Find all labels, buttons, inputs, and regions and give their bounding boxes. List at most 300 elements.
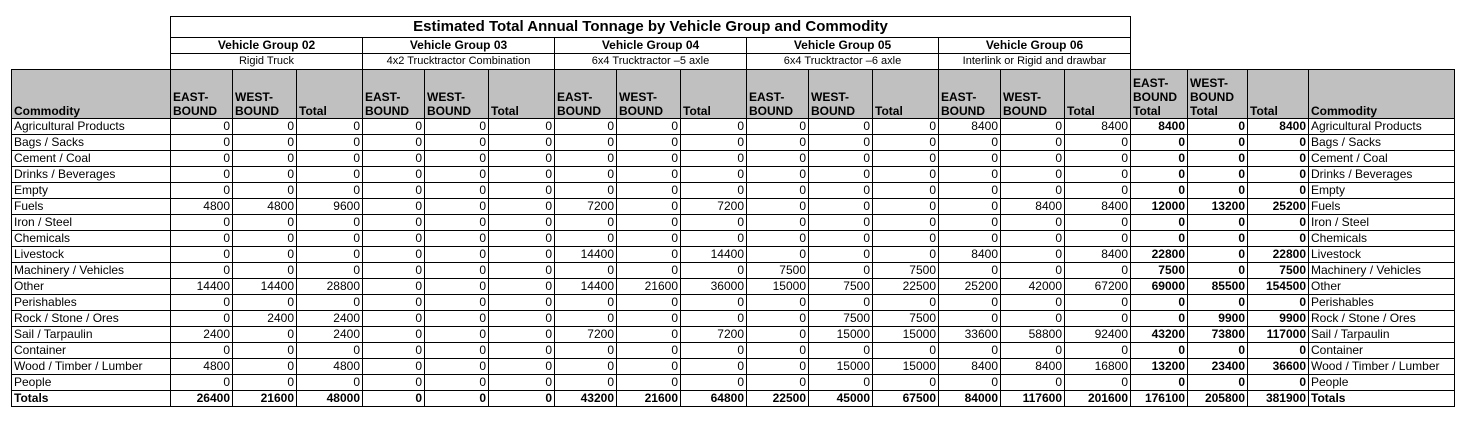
vehicle-group-name: Vehicle Group 02 <box>171 38 363 54</box>
tonnage-value: 0 <box>297 183 363 199</box>
tonnage-value: 43200 <box>555 391 617 407</box>
commodity-name: Bags / Sacks <box>12 135 171 151</box>
commodity-name-right: Other <box>1309 279 1455 295</box>
tonnage-value: 4800 <box>171 199 233 215</box>
eastbound-header: EAST-BOUND <box>939 70 1001 119</box>
tonnage-value: 7500 <box>747 263 809 279</box>
table-row <box>12 279 1455 295</box>
tonnage-value: 7200 <box>555 199 617 215</box>
tonnage-value: 0 <box>297 231 363 247</box>
tonnage-value: 0 <box>1001 343 1065 359</box>
tonnage-value: 8400 <box>1065 119 1131 135</box>
vehicle-group-name: Vehicle Group 05 <box>747 38 939 54</box>
tonnage-value: 22800 <box>1131 247 1188 263</box>
tonnage-value: 0 <box>1001 247 1065 263</box>
tonnage-value: 2400 <box>171 327 233 343</box>
group-total-header: Total <box>297 70 363 119</box>
tonnage-value: 8400 <box>1001 199 1065 215</box>
tonnage-value: 15000 <box>747 279 809 295</box>
table-row <box>12 167 1455 183</box>
tonnage-value: 15000 <box>809 327 873 343</box>
tonnage-value: 0 <box>425 359 489 375</box>
tonnage-value: 0 <box>1131 375 1188 391</box>
commodity-name: Livestock <box>12 247 171 263</box>
tonnage-value: 0 <box>489 167 555 183</box>
group-total-header: Total <box>873 70 939 119</box>
tonnage-value: 0 <box>425 247 489 263</box>
tonnage-value: 0 <box>809 263 873 279</box>
tonnage-value: 0 <box>1131 311 1188 327</box>
tonnage-value: 0 <box>939 263 1001 279</box>
commodity-name: Fuels <box>12 199 171 215</box>
tonnage-value: 0 <box>1001 167 1065 183</box>
vehicle-group-description: Interlink or Rigid and drawbar <box>939 54 1131 70</box>
tonnage-value: 67500 <box>873 391 939 407</box>
tonnage-value: 7500 <box>1248 263 1309 279</box>
tonnage-value: 0 <box>1131 183 1188 199</box>
tonnage-value: 0 <box>489 327 555 343</box>
commodity-name: Chemicals <box>12 231 171 247</box>
tonnage-value: 0 <box>363 327 425 343</box>
tonnage-value: 0 <box>363 135 425 151</box>
commodity-name-right: Bags / Sacks <box>1309 135 1455 151</box>
tonnage-value: 8400 <box>939 247 1001 263</box>
tonnage-value: 0 <box>1001 151 1065 167</box>
tonnage-value: 15000 <box>873 327 939 343</box>
eastbound-total-header: EAST-BOUND Total <box>1131 70 1188 119</box>
tonnage-value: 0 <box>939 135 1001 151</box>
commodity-name: Drinks / Beverages <box>12 167 171 183</box>
commodity-name: Iron / Steel <box>12 215 171 231</box>
tonnage-value: 0 <box>681 183 747 199</box>
tonnage-value: 0 <box>939 199 1001 215</box>
tonnage-value: 0 <box>747 295 809 311</box>
vehicle-group-description: Rigid Truck <box>171 54 363 70</box>
tonnage-value: 0 <box>1065 151 1131 167</box>
tonnage-value: 0 <box>939 375 1001 391</box>
tonnage-value: 0 <box>425 375 489 391</box>
tonnage-value: 0 <box>171 231 233 247</box>
commodity-name-right: Container <box>1309 343 1455 359</box>
tonnage-value: 0 <box>617 343 681 359</box>
tonnage-value: 0 <box>1188 183 1248 199</box>
tonnage-value: 92400 <box>1065 327 1131 343</box>
tonnage-value: 0 <box>363 263 425 279</box>
tonnage-value: 0 <box>1065 343 1131 359</box>
tonnage-value: 0 <box>363 311 425 327</box>
tonnage-value: 0 <box>233 167 297 183</box>
commodity-name-right: People <box>1309 375 1455 391</box>
tonnage-value: 0 <box>1188 295 1248 311</box>
westbound-header: WEST-BOUND <box>1001 70 1065 119</box>
commodity-name-right: Perishables <box>1309 295 1455 311</box>
westbound-header: WEST-BOUND <box>617 70 681 119</box>
tonnage-value: 0 <box>939 343 1001 359</box>
tonnage-value: 0 <box>363 215 425 231</box>
commodity-header-right: Commodity <box>1309 70 1455 119</box>
tonnage-value: 0 <box>809 247 873 263</box>
tonnage-value: 0 <box>489 263 555 279</box>
tonnage-value: 0 <box>809 343 873 359</box>
tonnage-value: 0 <box>873 199 939 215</box>
tonnage-value: 0 <box>233 151 297 167</box>
tonnage-value: 0 <box>363 183 425 199</box>
tonnage-value: 0 <box>1001 311 1065 327</box>
tonnage-value: 0 <box>297 343 363 359</box>
tonnage-value: 9900 <box>1188 311 1248 327</box>
tonnage-value: 0 <box>873 295 939 311</box>
tonnage-value: 0 <box>363 375 425 391</box>
tonnage-value: 0 <box>1065 263 1131 279</box>
tonnage-value: 0 <box>233 119 297 135</box>
tonnage-value: 0 <box>1131 231 1188 247</box>
tonnage-value: 0 <box>297 263 363 279</box>
tonnage-value: 0 <box>1248 375 1309 391</box>
commodity-name: Agricultural Products <box>12 119 171 135</box>
tonnage-value: 0 <box>809 167 873 183</box>
tonnage-value: 0 <box>1248 343 1309 359</box>
commodity-name: Empty <box>12 183 171 199</box>
tonnage-value: 0 <box>873 375 939 391</box>
tonnage-value: 0 <box>809 231 873 247</box>
tonnage-value: 2400 <box>233 311 297 327</box>
tonnage-value: 0 <box>1188 247 1248 263</box>
group-total-header: Total <box>1065 70 1131 119</box>
tonnage-value: 0 <box>1188 375 1248 391</box>
tonnage-value: 0 <box>939 151 1001 167</box>
tonnage-value: 0 <box>171 151 233 167</box>
tonnage-value: 0 <box>747 343 809 359</box>
tonnage-value: 14400 <box>681 247 747 263</box>
tonnage-value: 8400 <box>1131 119 1188 135</box>
table-row <box>12 343 1455 359</box>
tonnage-table <box>11 16 1455 407</box>
tonnage-value: 0 <box>555 295 617 311</box>
commodity-name: Sail / Tarpaulin <box>12 327 171 343</box>
tonnage-value: 4800 <box>233 199 297 215</box>
tonnage-value: 0 <box>425 263 489 279</box>
table-title: Estimated Total Annual Tonnage by Vehicle Group and Commodity <box>171 17 1131 38</box>
tonnage-value: 0 <box>489 247 555 263</box>
tonnage-value: 0 <box>1131 343 1188 359</box>
tonnage-value: 0 <box>809 215 873 231</box>
table-row <box>12 151 1455 167</box>
tonnage-value: 0 <box>1248 135 1309 151</box>
tonnage-value: 8400 <box>1065 199 1131 215</box>
vehicle-group-description: 6x4 Trucktractor –5 axle <box>555 54 747 70</box>
table-row <box>12 183 1455 199</box>
tonnage-value: 0 <box>363 359 425 375</box>
tonnage-value: 0 <box>489 359 555 375</box>
commodity-name: Wood / Timber / Lumber <box>12 359 171 375</box>
commodity-name: Container <box>12 343 171 359</box>
tonnage-value: 0 <box>617 311 681 327</box>
tonnage-value: 0 <box>555 167 617 183</box>
tonnage-value: 0 <box>1188 119 1248 135</box>
eastbound-header: EAST-BOUND <box>363 70 425 119</box>
tonnage-value: 0 <box>363 391 425 407</box>
tonnage-value: 0 <box>1065 215 1131 231</box>
tonnage-value: 0 <box>617 183 681 199</box>
commodity-name-right: Sail / Tarpaulin <box>1309 327 1455 343</box>
eastbound-header: EAST-BOUND <box>555 70 617 119</box>
tonnage-value: 16800 <box>1065 359 1131 375</box>
tonnage-value: 0 <box>363 343 425 359</box>
tonnage-value: 8400 <box>1248 119 1309 135</box>
tonnage-value: 4800 <box>171 359 233 375</box>
tonnage-value: 0 <box>617 151 681 167</box>
commodity-name: Cement / Coal <box>12 151 171 167</box>
tonnage-value: 0 <box>233 263 297 279</box>
tonnage-value: 0 <box>1065 135 1131 151</box>
tonnage-value: 9600 <box>297 199 363 215</box>
tonnage-value: 0 <box>555 215 617 231</box>
tonnage-value: 0 <box>297 119 363 135</box>
tonnage-value: 0 <box>363 167 425 183</box>
vehicle-group-description: 6x4 Trucktractor –6 axle <box>747 54 939 70</box>
tonnage-value: 0 <box>489 231 555 247</box>
tonnage-value: 0 <box>747 119 809 135</box>
tonnage-value: 0 <box>363 247 425 263</box>
tonnage-value: 0 <box>1065 295 1131 311</box>
totals-row <box>12 391 1455 407</box>
tonnage-value: 9900 <box>1248 311 1309 327</box>
tonnage-value: 381900 <box>1248 391 1309 407</box>
tonnage-value: 58800 <box>1001 327 1065 343</box>
tonnage-value: 42000 <box>1001 279 1065 295</box>
tonnage-value: 0 <box>747 247 809 263</box>
tonnage-value: 7500 <box>1131 263 1188 279</box>
tonnage-value: 25200 <box>1248 199 1309 215</box>
tonnage-value: 0 <box>555 151 617 167</box>
tonnage-value: 0 <box>809 295 873 311</box>
tonnage-value: 43200 <box>1131 327 1188 343</box>
tonnage-value: 205800 <box>1188 391 1248 407</box>
commodity-name-right: Empty <box>1309 183 1455 199</box>
tonnage-value: 0 <box>809 119 873 135</box>
tonnage-value: 0 <box>1001 375 1065 391</box>
tonnage-value: 0 <box>555 231 617 247</box>
tonnage-value: 0 <box>489 119 555 135</box>
tonnage-value: 15000 <box>873 359 939 375</box>
tonnage-value: 176100 <box>1131 391 1188 407</box>
tonnage-value: 0 <box>747 151 809 167</box>
commodity-name: Other <box>12 279 171 295</box>
tonnage-value: 0 <box>489 279 555 295</box>
tonnage-value: 0 <box>681 135 747 151</box>
tonnage-value: 0 <box>873 215 939 231</box>
tonnage-value: 0 <box>233 375 297 391</box>
tonnage-value: 7500 <box>873 311 939 327</box>
tonnage-value: 0 <box>171 295 233 311</box>
tonnage-value: 0 <box>939 215 1001 231</box>
tonnage-value: 0 <box>617 247 681 263</box>
tonnage-value: 0 <box>1188 231 1248 247</box>
tonnage-value: 23400 <box>1188 359 1248 375</box>
tonnage-value: 0 <box>363 199 425 215</box>
westbound-total-header: WEST-BOUND Total <box>1188 70 1248 119</box>
tonnage-value: 0 <box>297 247 363 263</box>
tonnage-value: 0 <box>425 199 489 215</box>
tonnage-value: 0 <box>233 183 297 199</box>
tonnage-value: 14400 <box>555 247 617 263</box>
tonnage-value: 84000 <box>939 391 1001 407</box>
tonnage-value: 0 <box>617 199 681 215</box>
tonnage-value: 13200 <box>1131 359 1188 375</box>
tonnage-value: 0 <box>939 311 1001 327</box>
table-row <box>12 231 1455 247</box>
tonnage-value: 0 <box>171 263 233 279</box>
tonnage-value: 0 <box>489 311 555 327</box>
tonnage-value: 0 <box>1001 135 1065 151</box>
tonnage-value: 0 <box>681 359 747 375</box>
tonnage-value: 0 <box>617 167 681 183</box>
tonnage-value: 0 <box>489 151 555 167</box>
commodity-name: Totals <box>12 391 171 407</box>
tonnage-value: 14400 <box>233 279 297 295</box>
tonnage-value: 0 <box>939 183 1001 199</box>
tonnage-value: 0 <box>489 199 555 215</box>
tonnage-value: 22500 <box>747 391 809 407</box>
commodity-name-right: Cement / Coal <box>1309 151 1455 167</box>
tonnage-value: 0 <box>489 215 555 231</box>
westbound-header: WEST-BOUND <box>425 70 489 119</box>
table-row <box>12 135 1455 151</box>
commodity-name-right: Chemicals <box>1309 231 1455 247</box>
tonnage-value: 0 <box>297 215 363 231</box>
tonnage-value: 0 <box>1001 295 1065 311</box>
tonnage-value: 0 <box>1131 151 1188 167</box>
table-row <box>12 295 1455 311</box>
tonnage-value: 0 <box>617 215 681 231</box>
tonnage-value: 0 <box>425 151 489 167</box>
table-row <box>12 359 1455 375</box>
tonnage-value: 0 <box>617 119 681 135</box>
vehicle-group-description: 4x2 Trucktractor Combination <box>363 54 555 70</box>
tonnage-value: 0 <box>171 215 233 231</box>
tonnage-value: 0 <box>747 311 809 327</box>
tonnage-value: 0 <box>555 375 617 391</box>
tonnage-value: 0 <box>425 279 489 295</box>
tonnage-value: 0 <box>489 183 555 199</box>
vehicle-group-name: Vehicle Group 04 <box>555 38 747 54</box>
tonnage-value: 0 <box>1188 263 1248 279</box>
table-row <box>12 199 1455 215</box>
tonnage-value: 0 <box>233 295 297 311</box>
tonnage-value: 8400 <box>939 119 1001 135</box>
tonnage-value: 0 <box>681 375 747 391</box>
commodity-name-right: Drinks / Beverages <box>1309 167 1455 183</box>
tonnage-value: 0 <box>1248 167 1309 183</box>
tonnage-value: 0 <box>489 135 555 151</box>
tonnage-value: 0 <box>617 231 681 247</box>
tonnage-value: 45000 <box>809 391 873 407</box>
tonnage-value: 13200 <box>1188 199 1248 215</box>
tonnage-value: 0 <box>1188 135 1248 151</box>
eastbound-header: EAST-BOUND <box>171 70 233 119</box>
tonnage-value: 0 <box>555 359 617 375</box>
tonnage-value: 0 <box>617 375 681 391</box>
tonnage-value: 0 <box>425 215 489 231</box>
tonnage-value: 0 <box>555 119 617 135</box>
tonnage-value: 0 <box>171 247 233 263</box>
tonnage-value: 0 <box>171 343 233 359</box>
tonnage-value: 0 <box>873 231 939 247</box>
tonnage-value: 2400 <box>297 311 363 327</box>
tonnage-value: 7500 <box>809 311 873 327</box>
tonnage-value: 0 <box>1188 215 1248 231</box>
tonnage-value: 0 <box>297 135 363 151</box>
tonnage-value: 0 <box>617 263 681 279</box>
tonnage-value: 0 <box>747 359 809 375</box>
tonnage-value: 0 <box>425 343 489 359</box>
tonnage-value: 0 <box>1065 167 1131 183</box>
tonnage-value: 117000 <box>1248 327 1309 343</box>
tonnage-value: 0 <box>171 167 233 183</box>
tonnage-value: 0 <box>747 215 809 231</box>
tonnage-value: 0 <box>233 327 297 343</box>
tonnage-value: 0 <box>1001 119 1065 135</box>
westbound-header: WEST-BOUND <box>233 70 297 119</box>
tonnage-value: 0 <box>489 295 555 311</box>
tonnage-value: 36000 <box>681 279 747 295</box>
tonnage-value: 0 <box>233 359 297 375</box>
tonnage-value: 0 <box>681 231 747 247</box>
tonnage-value: 12000 <box>1131 199 1188 215</box>
tonnage-value: 14400 <box>171 279 233 295</box>
tonnage-value: 0 <box>489 391 555 407</box>
tonnage-value: 0 <box>233 135 297 151</box>
tonnage-value: 0 <box>681 295 747 311</box>
tonnage-value: 0 <box>873 167 939 183</box>
tonnage-value: 64800 <box>681 391 747 407</box>
tonnage-value: 15000 <box>809 359 873 375</box>
commodity-name: Rock / Stone / Ores <box>12 311 171 327</box>
tonnage-value: 8400 <box>1001 359 1065 375</box>
tonnage-value: 0 <box>555 343 617 359</box>
tonnage-value: 22800 <box>1248 247 1309 263</box>
tonnage-value: 0 <box>1188 151 1248 167</box>
commodity-name-right: Fuels <box>1309 199 1455 215</box>
tonnage-value: 2400 <box>297 327 363 343</box>
tonnage-value: 4800 <box>297 359 363 375</box>
tonnage-value: 154500 <box>1248 279 1309 295</box>
tonnage-value: 25200 <box>939 279 1001 295</box>
tonnage-value: 0 <box>681 151 747 167</box>
tonnage-value: 0 <box>425 167 489 183</box>
vehicle-group-name: Vehicle Group 06 <box>939 38 1131 54</box>
tonnage-value: 14400 <box>555 279 617 295</box>
tonnage-value: 0 <box>363 231 425 247</box>
tonnage-value: 0 <box>171 119 233 135</box>
tonnage-value: 0 <box>617 327 681 343</box>
tonnage-value: 0 <box>681 167 747 183</box>
tonnage-value: 0 <box>747 231 809 247</box>
tonnage-value: 0 <box>363 119 425 135</box>
tonnage-value: 0 <box>747 199 809 215</box>
tonnage-value: 0 <box>681 263 747 279</box>
commodity-name-right: Iron / Steel <box>1309 215 1455 231</box>
tonnage-value: 0 <box>873 151 939 167</box>
tonnage-value: 0 <box>939 231 1001 247</box>
tonnage-value: 0 <box>489 375 555 391</box>
tonnage-value: 0 <box>233 231 297 247</box>
tonnage-value: 0 <box>1065 311 1131 327</box>
commodity-name-right: Wood / Timber / Lumber <box>1309 359 1455 375</box>
tonnage-value: 0 <box>425 183 489 199</box>
tonnage-value: 0 <box>555 263 617 279</box>
tonnage-value: 0 <box>617 359 681 375</box>
